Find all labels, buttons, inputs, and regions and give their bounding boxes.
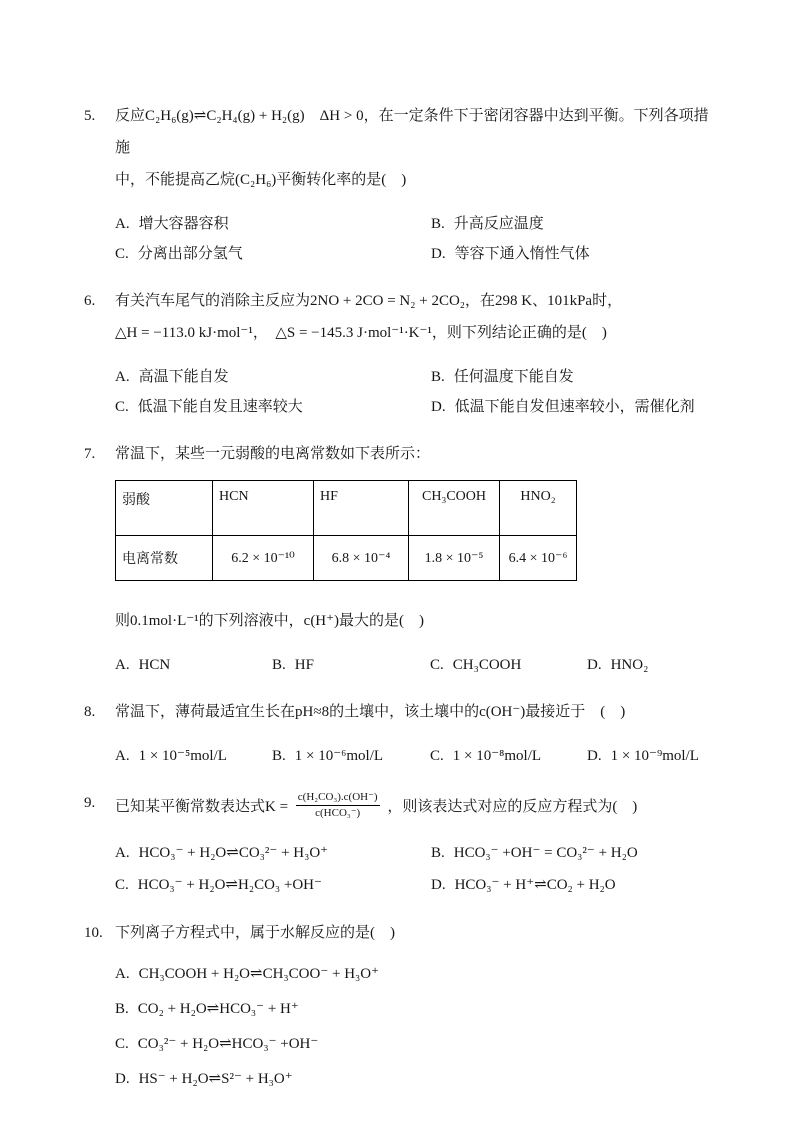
- option-a: [115, 741, 272, 771]
- option-label: B.: [431, 845, 445, 861]
- option-label: A.: [115, 845, 130, 861]
- option-text: 等容下通入惰性气体: [454, 246, 590, 262]
- option-label: A.: [115, 216, 130, 232]
- option-label: C.: [115, 246, 129, 262]
- option-label: B.: [431, 216, 445, 232]
- option-c: [115, 869, 431, 901]
- option-c: [430, 741, 587, 771]
- k-expression-fraction: [296, 790, 380, 821]
- option-text: 分离出部分氢气: [137, 246, 243, 262]
- table-value-cell: 1.8 × 10⁻⁵: [409, 536, 500, 581]
- question-text-line: 中，不能提高乙烷(C₂H₆)平衡转化率的是( ): [115, 172, 407, 188]
- question-6: [84, 285, 714, 422]
- option-text: CH₃COOH + H₂O⇌CH₃COO⁻ + H₃O⁺: [138, 966, 380, 982]
- option-text: 升高反应温度: [453, 216, 544, 232]
- option-text: HCN: [138, 657, 171, 673]
- option-text: 任何温度下能自发: [453, 369, 574, 385]
- option-label: B.: [115, 1001, 129, 1017]
- question-text-line: 则0.1mol·L⁻¹的下列溶液中，c(H⁺)最大的是( ): [115, 613, 425, 629]
- option-text: HS⁻ + H₂O⇌S²⁻ + H₃O⁺: [138, 1071, 293, 1087]
- option-label: B.: [431, 369, 445, 385]
- option-c: [115, 392, 431, 422]
- option-text: HCO₃⁻ +OH⁻ = CO₃²⁻ + H₂O: [453, 845, 638, 861]
- option-d: [431, 392, 714, 422]
- question-number: 6.: [84, 293, 96, 309]
- table-value-cell: 6.8 × 10⁻⁴: [314, 536, 409, 581]
- options-grid: [115, 209, 714, 269]
- option-d: [587, 741, 714, 771]
- option-a: [115, 837, 431, 869]
- option-label: B.: [272, 748, 286, 764]
- question-body: [115, 285, 714, 422]
- option-label: A.: [115, 748, 130, 764]
- option-b: [431, 362, 714, 392]
- options-grid: [115, 362, 714, 422]
- question-body: [115, 438, 714, 680]
- ionization-constants-table: [115, 480, 577, 581]
- option-b: [431, 837, 714, 869]
- option-d: [431, 869, 714, 901]
- option-text: 低温下能自发但速率较小，需催化剂: [454, 399, 695, 415]
- option-d: [115, 1062, 714, 1097]
- option-text: HNO₂: [610, 657, 649, 673]
- question-text-line: 下列离子方程式中，属于水解反应的是( ): [115, 925, 395, 941]
- option-text: CO₃²⁻ + H₂O⇌HCO₃⁻ +OH⁻: [137, 1036, 319, 1052]
- question-text-line: 常温下，某些一元弱酸的电离常数如下表所示：: [115, 446, 431, 462]
- options-row: [115, 741, 714, 771]
- question-number: 8.: [84, 704, 96, 720]
- table-header-cell: HF: [314, 481, 409, 536]
- option-label: C.: [115, 1036, 129, 1052]
- option-text: HCO₃⁻ + H₂O⇌H₂CO₃ +OH⁻: [137, 877, 322, 893]
- option-text: 1 × 10⁻⁵mol/L: [138, 748, 227, 764]
- option-b: [115, 992, 714, 1027]
- question-7: [84, 438, 714, 680]
- question-9: [84, 787, 714, 901]
- question-8: [84, 696, 714, 771]
- question-text-line: 反应C₂H₆(g)⇌C₂H₄(g) + H₂(g) ΔH > 0，在一定条件下于密闭容器中达到平衡。下列各项措施: [115, 108, 709, 156]
- options-list: [115, 957, 714, 1097]
- k-expression-prefix: 已知某平衡常数表达式K =: [115, 799, 289, 815]
- option-label: A.: [115, 657, 130, 673]
- fraction-numerator: c(H₂CO₃).c(OH⁻): [297, 791, 378, 804]
- question-10: [84, 917, 714, 1097]
- question-number: 9.: [84, 795, 96, 811]
- option-label: D.: [587, 748, 602, 764]
- option-text: HCO₃⁻ + H⁺⇌CO₂ + H₂O: [454, 877, 616, 893]
- option-label: D.: [431, 877, 446, 893]
- option-text: 低温下能自发且速率较大: [137, 399, 303, 415]
- question-body: [115, 917, 714, 1097]
- option-text: HCO₃⁻ + H₂O⇌CO₃²⁻ + H₃O⁺: [138, 845, 329, 861]
- fraction-denominator: c(HCO₃⁻): [296, 805, 380, 821]
- question-number: 10.: [84, 925, 103, 941]
- table-header-cell: HCN: [213, 481, 314, 536]
- option-text: CH₃COOH: [452, 657, 522, 673]
- option-a: [115, 650, 272, 680]
- option-label: C.: [430, 748, 444, 764]
- table-header-cell: 弱酸: [116, 481, 213, 536]
- question-5: [84, 100, 714, 269]
- option-label: D.: [587, 657, 602, 673]
- options-grid: [115, 837, 714, 901]
- options-row: [115, 650, 714, 680]
- question-text-line: 有关汽车尾气的消除主反应为2NO + 2CO = N₂ + 2CO₂，在298 K、101kPa时，: [115, 293, 623, 309]
- option-c: [115, 239, 431, 269]
- option-label: C.: [115, 399, 129, 415]
- option-a: [115, 362, 431, 392]
- option-text: 高温下能自发: [138, 369, 229, 385]
- option-label: D.: [115, 1071, 130, 1087]
- table-value-cell: 6.4 × 10⁻⁶: [500, 536, 577, 581]
- question-body: [115, 787, 714, 901]
- option-b: [272, 650, 430, 680]
- table-value-row: [116, 536, 577, 581]
- option-text: 1 × 10⁻⁹mol/L: [610, 748, 699, 764]
- table-header-row: [116, 481, 577, 536]
- option-text: 1 × 10⁻⁶mol/L: [294, 748, 384, 764]
- option-label: A.: [115, 369, 130, 385]
- option-label: B.: [272, 657, 286, 673]
- question-number: 5.: [84, 108, 96, 124]
- option-text: 增大容器容积: [138, 216, 229, 232]
- option-d: [587, 650, 714, 680]
- option-c: [430, 650, 587, 680]
- question-text-line: [115, 787, 714, 827]
- option-a: [115, 957, 714, 992]
- option-text: 1 × 10⁻⁸mol/L: [452, 748, 542, 764]
- option-text: CO₂ + H₂O⇌HCO₃⁻ + H⁺: [137, 1001, 299, 1017]
- page-content: [84, 100, 714, 1113]
- option-label: C.: [430, 657, 444, 673]
- table-header-cell: CH₃COOH: [409, 481, 500, 536]
- question-body: [115, 100, 714, 269]
- question-text-line: 常温下，薄荷最适宜生长在pH≈8的土壤中，该土壤中的c(OH⁻)最接近于 ( ): [115, 704, 626, 720]
- table-row-label: 电离常数: [116, 536, 213, 581]
- option-label: C.: [115, 877, 129, 893]
- option-b: [431, 209, 714, 239]
- k-expression-suffix: ，则该表达式对应的反应方程式为( ): [387, 799, 638, 815]
- option-text: HF: [294, 657, 314, 673]
- question-number: 7.: [84, 446, 96, 462]
- option-label: A.: [115, 966, 130, 982]
- table-header-cell: HNO₂: [500, 481, 577, 536]
- table-value-cell: 6.2 × 10⁻¹⁰: [213, 536, 314, 581]
- question-body: [115, 696, 714, 771]
- option-c: [115, 1027, 714, 1062]
- option-b: [272, 741, 430, 771]
- option-a: [115, 209, 431, 239]
- option-label: D.: [431, 399, 446, 415]
- option-label: D.: [431, 246, 446, 262]
- question-text-line: △H = −113.0 kJ·mol⁻¹， △S = −145.3 J·mol⁻¹·K⁻¹，则下列结论正确的是( ): [115, 325, 607, 341]
- option-d: [431, 239, 714, 269]
